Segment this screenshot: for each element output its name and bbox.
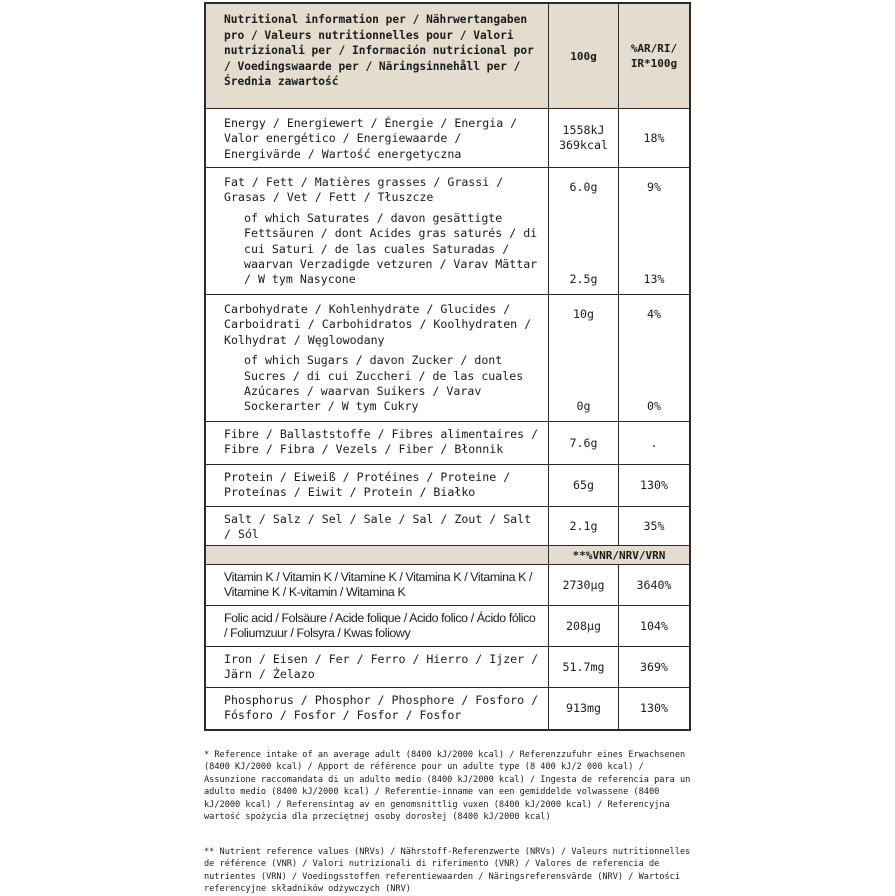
header-label: Nutritional information per / Nährwertangaben pro / Valeurs nutritionnelles pour / Valori nutrizionali per / Información nutricional por / Voedingswaarde per / Näringsinnehåll per / Średnia zawartość bbox=[224, 13, 534, 88]
nutrient-nrv: 104% bbox=[618, 606, 689, 646]
nutrient-values bbox=[548, 295, 618, 421]
nutrient-ris bbox=[618, 295, 689, 421]
sub-nutrient-value: 2.5g bbox=[569, 272, 598, 286]
nutrient-label: Salt / Salz / Sel / Sale / Sal / Zout / Salt / Sól bbox=[224, 512, 532, 542]
table-row-phosphorus bbox=[206, 687, 689, 729]
nutrient-label: Iron / Eisen / Fer / Ferro / Hierro / Ijzer / Järn / Żelazo bbox=[224, 652, 539, 682]
nutrient-value: 913mg bbox=[548, 688, 618, 729]
nutrient-label: Protein / Eiweiß / Protéines / Proteine / Proteínas / Eiwit / Protein / Białko bbox=[224, 470, 511, 500]
nutrient-value: 1558kJ 369kcal bbox=[548, 109, 618, 167]
nutrient-ri: 4% bbox=[647, 307, 661, 321]
footnote-nutrient-reference-values: ** Nutrient reference values (NRVs) / Nährstoff-Referenzwerte (NRVs) / Valeurs nutritionnelles de référence (VNR) / Valori nutrizionali di riferimento (VNR) / Valores de referencia de nutrientes (VRN) / Voedingsstoffen referentiewaarden / Näringsreferensvärde (NRV) / Wartości referencyjne składników odżywczych (NRV) bbox=[204, 847, 691, 895]
nutrient-ri: . bbox=[618, 422, 689, 464]
sub-nutrient-label: of which Sugars / davon Zucker / dont Sucres / di cui Zuccheri / de las cuales Azúcares / waarvan Suikers / Varav Sockerarter / W tym Cukry bbox=[244, 353, 524, 414]
table-row-protein bbox=[206, 464, 689, 506]
nutrient-label: Fat / Fett / Matières grasses / Grassi / Grasas / Vet / Fett / Tłuszcze bbox=[224, 175, 504, 205]
nutrient-label-group bbox=[206, 168, 548, 294]
header-reference-intake: %AR/RI/ IR*100g bbox=[618, 4, 689, 108]
nutrient-nrv: 369% bbox=[618, 647, 689, 687]
nutrient-value: 65g bbox=[548, 465, 618, 506]
nutrient-value: 2730µg bbox=[548, 565, 618, 605]
header-per-100g: 100g bbox=[548, 4, 618, 108]
nutrient-label: Energy / Energiewert / Énergie / Energia / Valor energético / Energiewaarde / Energivärde / Wartość energetyczna bbox=[224, 116, 518, 161]
nutrient-value: 6.0g bbox=[569, 180, 598, 194]
sub-nutrient-value: 0g bbox=[576, 399, 591, 413]
sub-nutrient-label: of which Saturates / davon gesättigte Fettsäuren / dont Acides gras saturés / di cui Saturi / de las cuales Saturadas / waarvan Verzadigde vetzuren / Varav Mättar / W tym Nasycone bbox=[244, 210, 538, 287]
nutrient-label: Folic acid / Folsäure / Acide folique / Acido folico / Ácido fólico / Foliumzuur / Folsyra / Kwas foliowy bbox=[224, 611, 536, 641]
nutrient-nrv: 130% bbox=[618, 688, 689, 729]
nutrient-value: 7.6g bbox=[548, 422, 618, 464]
nutrient-label: Carbohydrate / Kohlenhydrate / Glucides / Carboidrati / Carbohidratos / Koolhydraten / Kolhydrat / Węglowodany bbox=[224, 302, 532, 347]
nutrient-nrv: 3640% bbox=[618, 565, 689, 605]
nutrient-ri: 130% bbox=[618, 465, 689, 506]
nutrient-label: Fibre / Ballaststoffe / Fibres alimentaires / Fibre / Fibra / Vezels / Fiber / Błonnik bbox=[224, 427, 539, 457]
table-row-salt bbox=[206, 506, 689, 545]
nutrient-value: 51.7mg bbox=[548, 647, 618, 687]
nutrient-ris bbox=[618, 168, 689, 294]
nutrient-value: 10g bbox=[573, 307, 594, 321]
nutrient-value: 208µg bbox=[548, 606, 618, 646]
nutrient-label-group bbox=[206, 295, 548, 421]
table-row-carbohydrate bbox=[206, 294, 689, 421]
table-row-folic-acid bbox=[206, 605, 689, 646]
nutrient-label: Vitamin K / Vitamin K / Vitamine K / Vitamina K / Vitamina K / Vitamine K / K-vitamin / Witamina K bbox=[224, 570, 533, 600]
nutrient-ri: 9% bbox=[647, 180, 661, 194]
nutrient-ri: 18% bbox=[618, 109, 689, 167]
nutrient-values bbox=[548, 168, 618, 294]
nutrient-ri: 35% bbox=[618, 507, 689, 545]
table-row-iron bbox=[206, 646, 689, 687]
sub-nutrient-ri: 13% bbox=[643, 272, 665, 286]
table-row-fibre bbox=[206, 421, 689, 464]
nutrient-label: Phosphorus / Phosphor / Phosphore / Fosforo / Fósforo / Fosfor / Fosfor / Fosfor bbox=[224, 693, 539, 723]
sub-nutrient-ri: 0% bbox=[647, 399, 661, 413]
footnote-reference-intake: * Reference intake of an average adult (8400 kJ/2000 kcal) / Referenzzufuhr eines Erwachsenen (8400 KJ/2000 kcal) / Apport de référence pour un adulte type (8 400 kJ/2 000 kcal) / Assunzione raccomandata di un adulto medio (8400 kJ/2000 kcal) / Ingesta de referencia para un adulto medio (8400 kJ/2000 kcal) / Referentie-inname van een gemiddelde volwassene (8400 kJ/2000 kcal) / Referensintag av en genomsnittlig vuxen (8400 kJ/2000 kcal) / Referencyjna wartość spożycia dla przeciętnej osoby dorosłej (8400 kJ/2000 kcal) bbox=[204, 750, 691, 823]
nrv-header-spacer bbox=[206, 546, 548, 564]
nrv-header-label: **%VNR/NRV/VRN bbox=[548, 546, 689, 564]
table-row-vitamin-k bbox=[206, 564, 689, 605]
nutrition-table bbox=[204, 2, 691, 731]
table-row-fat bbox=[206, 167, 689, 294]
table-row-energy bbox=[206, 108, 689, 167]
table-header-row bbox=[206, 4, 689, 108]
nutrient-value: 2.1g bbox=[548, 507, 618, 545]
nrv-header-row bbox=[206, 545, 689, 564]
